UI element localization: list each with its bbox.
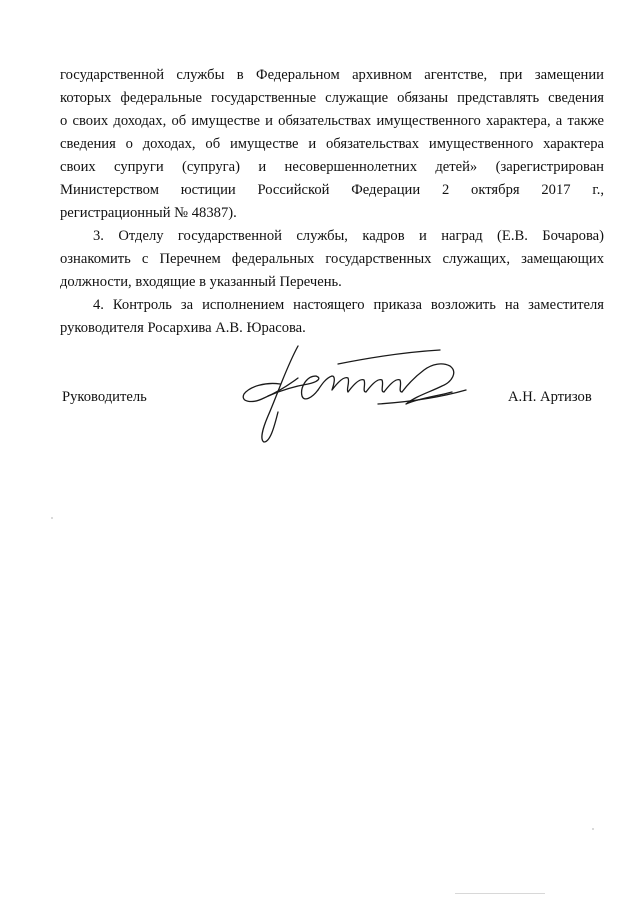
order-text — [60, 64, 604, 340]
text-line: которых федеральные государственные служащие обязаны представлять сведения — [60, 90, 604, 106]
paragraph-3-line: 3. Отделу государственной службы, кадров и наград (Е.В. Бочарова) — [93, 228, 604, 244]
signatory-title: Руководитель — [62, 389, 147, 405]
scan-speck — [51, 517, 53, 519]
handwritten-signature — [238, 338, 478, 450]
paragraph-4-line: руководителя Росархива А.В. Юрасова. — [60, 320, 306, 336]
text-line: регистрационный № 48387). — [60, 205, 237, 221]
text-line: государственной службы в Федеральном архивном агентстве, при замещении — [60, 67, 604, 83]
text-line: о своих доходах, об имуществе и обязательствах имущественного характера, а также — [60, 113, 604, 129]
paragraph-3-line: должности, входящие в указанный Перечень. — [60, 274, 342, 290]
text-line: сведения о доходах, об имуществе и обязательствах имущественного характера — [60, 136, 604, 152]
signatory-name: А.Н. Артизов — [508, 389, 592, 405]
paragraph-3-line: ознакомить с Перечнем федеральных государственных служащих, замещающих — [60, 251, 604, 267]
paragraph-4-line: 4. Контроль за исполнением настоящего приказа возложить на заместителя — [93, 297, 604, 313]
scan-speck — [592, 828, 594, 830]
text-line: Министерством юстиции Российской Федерации 2 октября 2017 г., — [60, 182, 604, 198]
text-line: своих супруги (супруга) и несовершеннолетних детей» (зарегистрирован — [60, 159, 604, 175]
scan-artifact-line — [455, 893, 545, 894]
